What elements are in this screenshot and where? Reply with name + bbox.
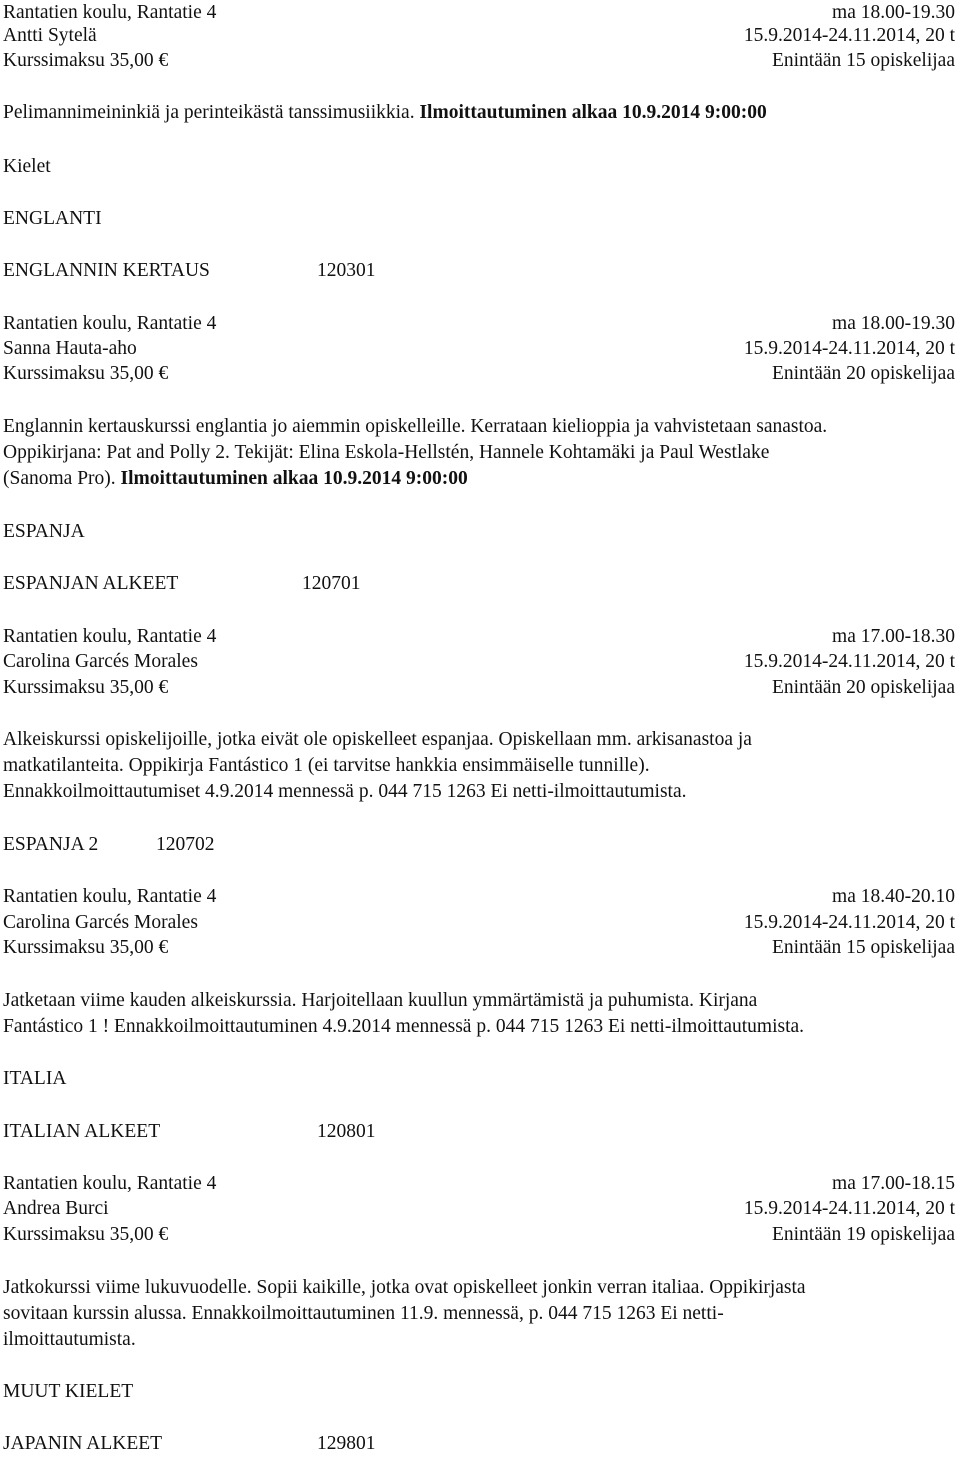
course-description-line: Jatketaan viime kauden alkeiskurssia. Harjoitellaan kuullun ymmärtämistä ja puhumista. Kirjana [3,990,758,1011]
course-location: Rantatien koulu, Rantatie 4 [3,886,217,907]
course-fee: Kurssimaksu 35,00 € [3,1224,169,1245]
course-teacher: Antti Sytelä [3,25,97,46]
course-title: ESPANJA 2 [3,834,99,855]
course-description-line: Alkeiskurssi opiskelijoille, jotka eivät ole opiskelleet espanjaa. Opiskellaan mm. arkisanastoa ja [3,729,752,750]
course-location-row [3,624,955,650]
course-title: ENGLANNIN KERTAUS [3,260,210,281]
course-dates: 15.9.2014-24.11.2014, 20 t [743,912,955,933]
registration-notice: Ilmoittautuminen alkaa 10.9.2014 9:00:00 [120,468,468,489]
course-capacity: Enintään 15 opiskelijaa [771,937,955,958]
course-teacher-row [3,23,955,49]
course-teacher: Carolina Garcés Morales [3,912,198,933]
course-capacity: Enintään 19 opiskelijaa [771,1224,955,1245]
course-description-line: ilmoittautumista. [3,1329,136,1350]
course-description-line: Ennakkoilmoittautumiset 4.9.2014 mennessä p. 044 715 1263 Ei netti-ilmoittautumista. [3,781,687,802]
course-code: 129801 [317,1433,376,1454]
course-fee-row [3,361,955,387]
course-teacher: Andrea Burci [3,1198,109,1219]
course-dates: 15.9.2014-24.11.2014, 20 t [743,651,955,672]
course-fee: Kurssimaksu 35,00 € [3,677,169,698]
course-location: Rantatien koulu, Rantatie 4 [3,1173,217,1194]
course-time: ma 18.00-19.30 [832,313,955,334]
course-description-line: Oppikirjana: Pat and Polly 2. Tekijät: Elina Eskola-Hellstén, Hannele Kohtamäki ja Paul Westlake [3,442,770,463]
course-capacity: Enintään 20 opiskelijaa [771,677,955,698]
course-title: ITALIAN ALKEET [3,1121,161,1142]
course-description-line: matkatilanteita. Oppikirja Fantástico 1 (ei tarvitse hankkia ensimmäiselle tunnille). [3,755,650,776]
course-fee-row [3,1222,955,1248]
course-description-line: Englannin kertauskurssi englantia jo aiemmin opiskelleille. Kerrataan kielioppia ja vahvistetaan sanastoa. [3,416,828,437]
course-code: 120701 [302,573,361,594]
course-dates: 15.9.2014-24.11.2014, 20 t [743,1198,955,1219]
language-heading-englanti: ENGLANTI [3,208,102,229]
course-fee-row [3,675,955,701]
section-heading-kielet: Kielet [3,156,51,177]
course-location-row [3,1171,955,1197]
course-teacher-row [3,336,955,362]
course-teacher: Carolina Garcés Morales [3,651,198,672]
course-title: JAPANIN ALKEET [3,1433,163,1454]
course-fee-row [3,48,955,74]
course-location-row [3,884,955,910]
registration-notice: Ilmoittautuminen alkaa 10.9.2014 9:00:00 [419,102,767,123]
language-heading-espanja: ESPANJA [3,521,85,542]
course-time: ma 18.40-20.10 [832,886,955,907]
course-capacity: Enintään 15 opiskelijaa [771,50,955,71]
course-location: Rantatien koulu, Rantatie 4 [3,2,217,23]
course-teacher-row [3,1196,955,1222]
course-time: ma 18.00-19.30 [832,2,955,23]
course-teacher-row [3,649,955,675]
course-description-line: Jatkokurssi viime lukuvuodelle. Sopii kaikille, jotka ovat opiskelleet jonkin verran italiaa. Oppikirjasta [3,1277,806,1298]
course-time: ma 17.00-18.15 [832,1173,955,1194]
course-capacity: Enintään 20 opiskelijaa [771,363,955,384]
course-fee: Kurssimaksu 35,00 € [3,363,169,384]
course-code: 120702 [156,834,215,855]
course-description-line: sovitaan kurssin alussa. Ennakkoilmoittautuminen 11.9. mennessä, p. 044 715 1263 Ei netti- [3,1303,724,1324]
language-heading-italia: ITALIA [3,1068,67,1089]
course-fee: Kurssimaksu 35,00 € [3,937,169,958]
course-fee: Kurssimaksu 35,00 € [3,50,169,71]
course-fee-row [3,935,955,961]
course-description-line: Fantástico 1 ! Ennakkoilmoittautuminen 4.9.2014 mennessä p. 044 715 1263 Ei netti-ilmoittautumista. [3,1016,805,1037]
course-location: Rantatien koulu, Rantatie 4 [3,626,217,647]
course-time: ma 17.00-18.30 [832,626,955,647]
course-teacher: Sanna Hauta-aho [3,338,137,359]
course-code: 120801 [317,1121,376,1142]
course-teacher-row [3,910,955,936]
course-code: 120301 [317,260,376,281]
course-location-row [3,311,955,337]
course-dates: 15.9.2014-24.11.2014, 20 t [743,338,955,359]
course-location: Rantatien koulu, Rantatie 4 [3,313,217,334]
course-description: Pelimannimeininkiä ja perinteikästä tanssimusiikkia. Ilmoittautuminen alkaa 10.9.2014 9:00:00 [3,102,767,123]
course-dates: 15.9.2014-24.11.2014, 20 t [743,25,955,46]
course-title: ESPANJAN ALKEET [3,573,179,594]
language-heading-muut-kielet: MUUT KIELET [3,1381,134,1402]
course-description-line: (Sanoma Pro). Ilmoittautuminen alkaa 10.9.2014 9:00:00 [3,468,468,489]
